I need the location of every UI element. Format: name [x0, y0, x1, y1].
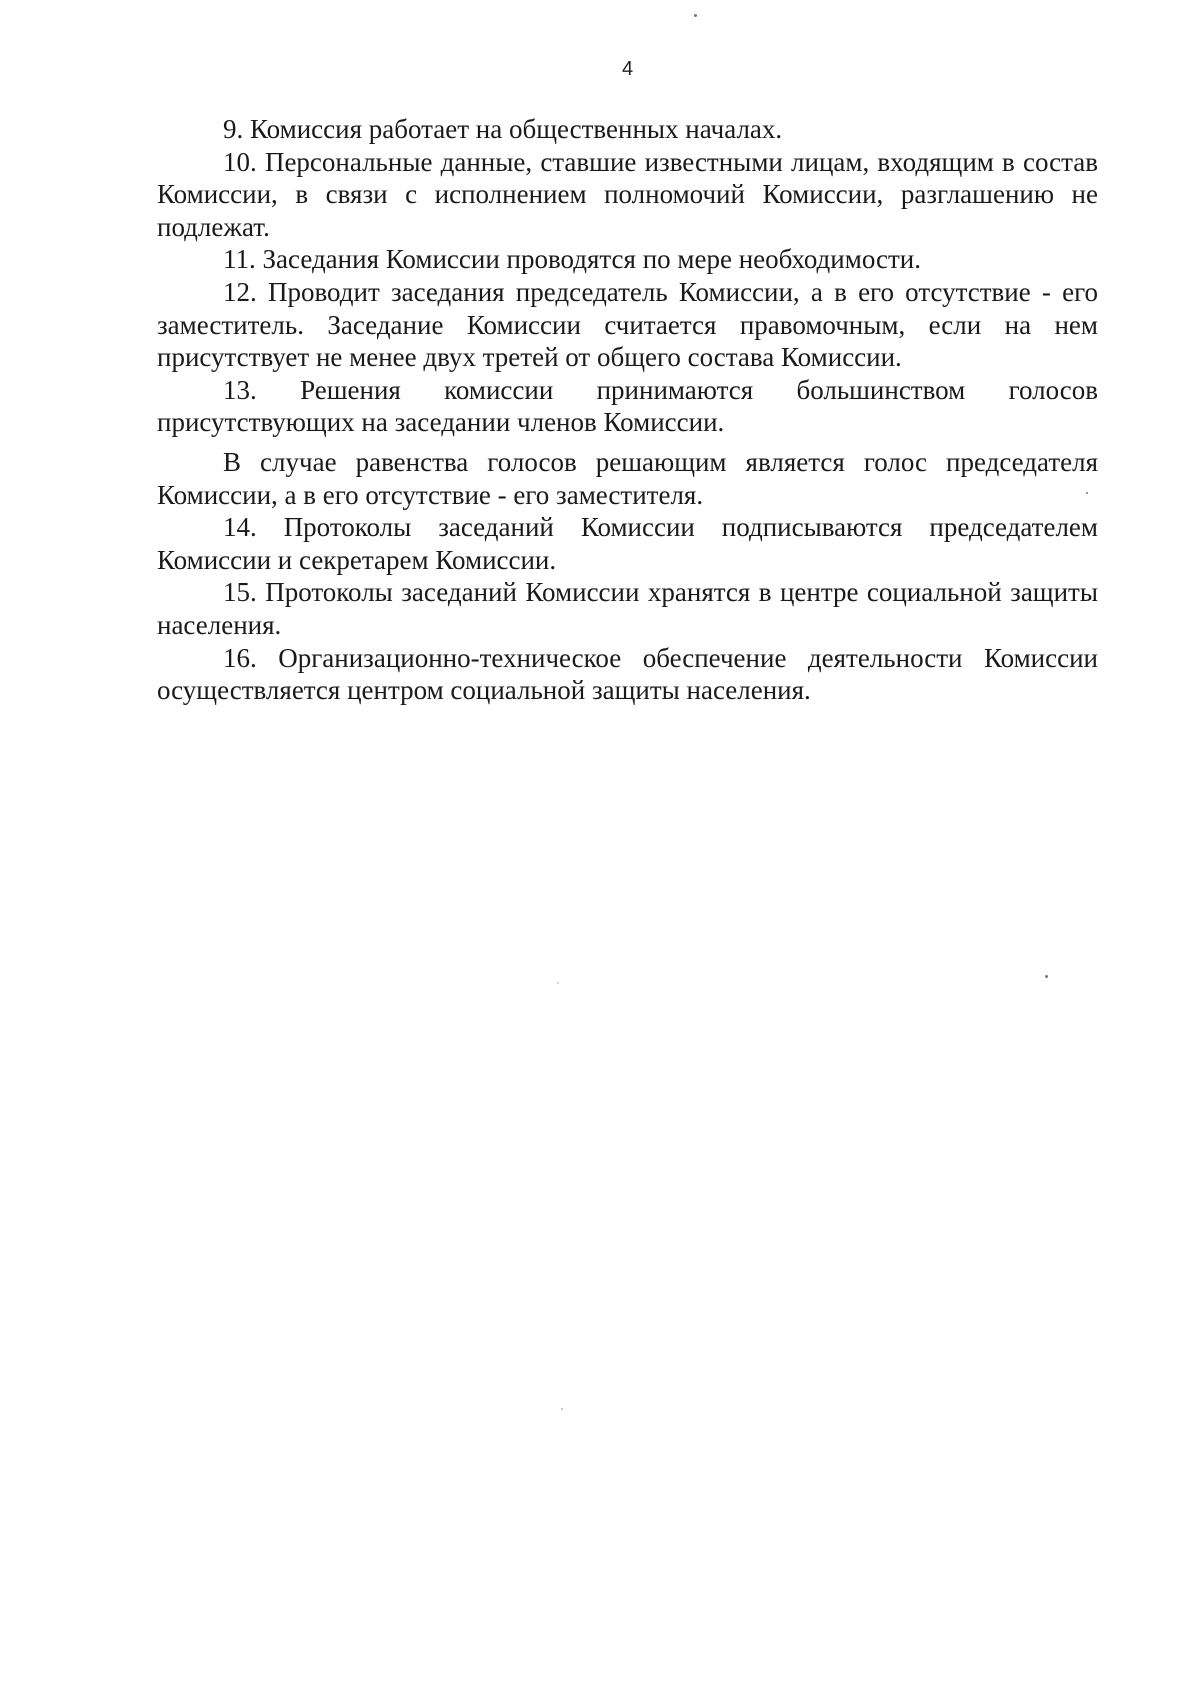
paragraph-15: 15. Протоколы заседаний Комиссии хранятся в центре социальной защиты населения.: [157, 577, 1098, 640]
paragraph-16: 16. Организационно-техническое обеспечение деятельности Комиссии осуществляется центром социальной защиты населения.: [157, 642, 1098, 706]
scan-speck: [1086, 492, 1088, 494]
page-number: 4: [621, 58, 634, 80]
paragraph-9: 9. Комиссия работает на общественных началах.: [223, 114, 783, 144]
paragraph-14: 14. Протоколы заседаний Комиссии подписываются председателем Комиссии и секретарем Комиссии.: [157, 512, 1098, 575]
paragraph-11: 11. Заседания Комиссии проводятся по мере необходимости.: [223, 244, 921, 275]
paragraph-13-tie-vote: В случае равенства голосов решающим является голос председателя Комиссии, а в его отсутствие - его заместителя.: [157, 446, 1098, 510]
paragraph-10: 10. Персональные данные, ставшие известными лицам, входящим в состав Комиссии, в связи с исполнением полномочий Комиссии, разглашению не подлежат.: [157, 146, 1098, 242]
paragraph-12: 12. Проводит заседания председатель Комиссии, а в его отсутствие - его заместитель. Заседание Комиссии считается правомочным, если на нем присутствует не менее двух третей от общего состава Комиссии.: [157, 276, 1098, 373]
paragraph-13: 13. Решения комиссии принимаются большинством голосов присутствующих на заседании членов Комиссии.: [157, 374, 1098, 438]
scan-speck: [1045, 975, 1048, 978]
scan-speck: [561, 1408, 563, 1410]
scan-speck: [694, 14, 697, 17]
document-body: [157, 113, 1098, 707]
scan-speck: [557, 982, 559, 984]
